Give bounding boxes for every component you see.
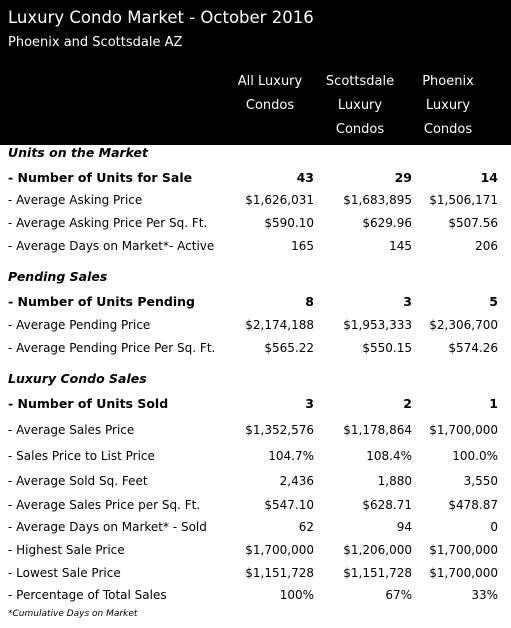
value-phoenix: $507.56 [448,216,498,230]
row-label: - Average Asking Price [8,193,143,207]
row-label: - Number of Units Pending [8,294,195,309]
value-all-luxury: 8 [305,294,314,309]
section-divider [0,360,511,361]
value-phoenix: $1,700,000 [429,423,498,437]
row-label: - Average Sold Sq. Feet [8,474,148,488]
row-label: - Average Sales Price per Sq. Ft. [8,498,201,512]
value-scottsdale: $1,953,333 [343,318,412,332]
row-label: - Average Sales Price [8,423,135,437]
value-all-luxury: $1,700,000 [245,543,314,557]
row-label: - Percentage of Total Sales [8,588,167,602]
row-label: - Sales Price to List Price [8,449,155,463]
table-row [0,189,511,211]
value-phoenix: 33% [471,588,498,602]
table-row [0,470,511,492]
value-phoenix: $1,700,000 [429,566,498,580]
value-all-luxury: $547.10 [264,498,314,512]
value-phoenix: 14 [480,170,498,185]
table-row [0,584,511,606]
value-phoenix: 1 [489,396,498,411]
value-phoenix: 206 [475,239,498,253]
row-label: - Number of Units Sold [8,396,169,411]
value-scottsdale: $1,178,864 [343,423,412,437]
value-scottsdale: $1,151,728 [343,566,412,580]
row-label: - Lowest Sale Price [8,566,121,580]
row-label: - Highest Sale Price [8,543,125,557]
value-all-luxury: 62 [298,520,314,534]
value-all-luxury: $1,151,728 [245,566,314,580]
value-scottsdale: 145 [389,239,412,253]
section-title: Units on the Market [8,145,149,160]
table-row [0,212,511,234]
table-row [0,445,511,467]
value-phoenix: $2,306,700 [429,318,498,332]
value-scottsdale: $550.15 [362,341,412,355]
row-label: - Number of Units for Sale [8,170,193,185]
row-label: - Average Asking Price Per Sq. Ft. [8,216,208,230]
table-row [0,419,511,441]
section-title: Pending Sales [8,269,108,284]
value-phoenix: $574.26 [448,341,498,355]
value-all-luxury: 104.7% [268,449,314,463]
value-scottsdale: $628.71 [362,498,412,512]
row-label: - Average Pending Price Per Sq. Ft. [8,341,216,355]
value-phoenix: $1,506,171 [429,193,498,207]
value-all-luxury: $590.10 [264,216,314,230]
header-banner [0,0,511,145]
column-header-all-luxury: All Luxury Condos [237,74,303,113]
value-scottsdale: $1,683,895 [343,193,412,207]
table-row [0,393,511,415]
value-scottsdale: $629.96 [362,216,412,230]
column-header-phoenix: Phoenix [422,74,474,89]
column-header-scottsdale: Scottsdale [325,74,395,89]
value-scottsdale: $1,206,000 [343,543,412,557]
table-row [0,516,511,538]
value-scottsdale: 94 [396,520,412,534]
value-phoenix: $1,700,000 [429,543,498,557]
table-row [0,235,511,257]
table-row [0,291,511,313]
table-row [0,494,511,516]
value-phoenix: 5 [489,294,498,309]
page-title: Luxury Condo Market - October 2016 [8,8,314,27]
row-label: - Average Pending Price [8,318,151,332]
value-all-luxury: 43 [296,170,314,185]
column-header-phoenix-sub: Luxury Condos [423,98,473,137]
section-title: Luxury Condo Sales [8,371,147,386]
value-all-luxury: 3 [305,396,314,411]
table-row [0,337,511,359]
value-all-luxury: 2,436 [279,474,314,488]
value-scottsdale: 2 [403,396,412,411]
column-header-scottsdale-sub: Luxury Condos [335,98,385,137]
value-scottsdale: 108.4% [366,449,412,463]
value-phoenix: 100.0% [452,449,498,463]
value-all-luxury: $1,352,576 [245,423,314,437]
value-all-luxury: $2,174,188 [245,318,314,332]
value-phoenix: 0 [490,520,498,534]
section-divider [0,258,511,259]
table-row [0,167,511,189]
value-all-luxury: $565.22 [264,341,314,355]
row-label: - Average Days on Market* - Sold [8,520,207,534]
value-phoenix: 3,550 [463,474,498,488]
value-scottsdale: 3 [403,294,412,309]
value-phoenix: $478.87 [448,498,498,512]
value-all-luxury: 165 [291,239,314,253]
footnote: *Cumulative Days on Market [8,609,138,619]
value-all-luxury: 100% [279,588,314,602]
row-label: - Average Days on Market*- Active [8,239,215,253]
page-subtitle: Phoenix and Scottsdale AZ [8,35,183,50]
table-row [0,314,511,336]
table-row [0,539,511,561]
value-scottsdale: 67% [385,588,412,602]
table-row [0,562,511,584]
value-scottsdale: 1,880 [377,474,412,488]
value-all-luxury: $1,626,031 [245,193,314,207]
value-scottsdale: 29 [394,170,412,185]
